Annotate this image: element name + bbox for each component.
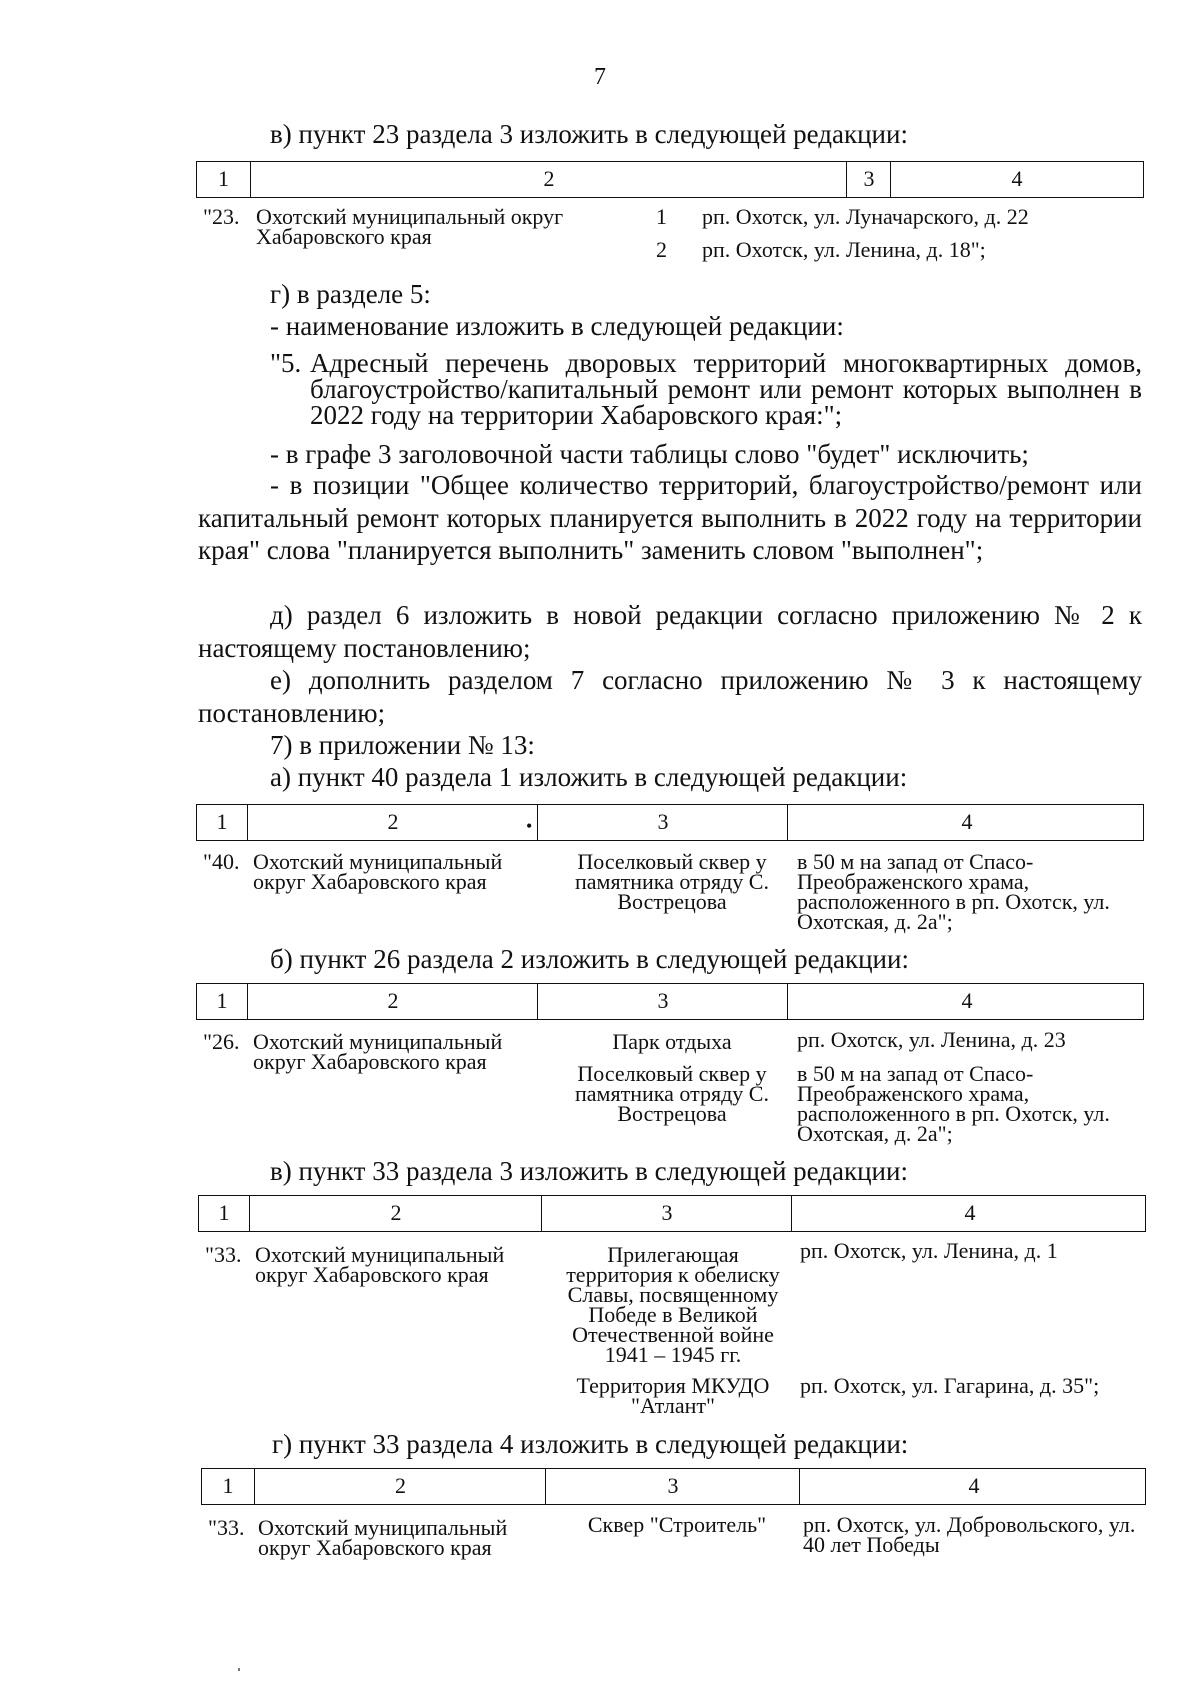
table1-col2: 2 [250,162,847,197]
table1-row2-index: 2 [656,237,667,262]
table4-col2: 2 [249,1196,542,1231]
table3-address1: рп. Охотск, ул. Ленина, д. 23 [797,1027,1066,1052]
table3-col2: 2 [247,984,538,1019]
para-g-quote [270,350,1142,428]
table3-col1: 1 [216,988,228,1013]
table3-col4: 4 [787,984,1146,1019]
table2-name: Охотский муниципальный округ Хабаровского края [253,849,503,894]
table3-object2: Поселковый сквер у памятника отряду С. Вострецова [575,1061,769,1126]
table5-col1: 1 [222,1473,234,1498]
table5-col4: 4 [799,1469,1148,1504]
para-g-quote-body: Адресный перечень дворовых территорий многоквартирных домов, благоустройство/капитальный ремонт или ремонт которых выполнен в 2022 году на территории Хабаровского края:"; [310,348,1142,430]
table1-col1: 1 [218,166,229,191]
table3-col3: 3 [537,984,788,1019]
para-g-33: г) пункт 33 раздела 4 изложить в следующей редакции: [272,1429,909,1459]
table4-object1: Прилегающая территория к обелиску Славы, посвященному Победе в Великой Отечественной войне 1941 – 1945 гг. [566,1242,780,1367]
table5-object: Сквер "Строитель" [587,1512,767,1537]
para-v-33: в) пункт 33 раздела 3 изложить в следующей редакции: [270,1156,908,1186]
table1-header [196,161,1144,198]
table1-row1-address: рп. Охотск, ул. Луначарского, д. 22 [702,204,1029,229]
para-g-position: - в позиции "Общее количество территорий, благоустройство/ремонт или капитальный ремонт которых планируется выполнить в 2022 году на территории края" слова "планируется выполнить" заменить словом "выполнен"; [198,470,1142,565]
table2-num: "40. [203,849,240,874]
table3-header [196,983,1144,1020]
para-app13: 7) в приложении № 13: [270,730,535,760]
table5-name: Охотский муниципальный округ Хабаровского края [258,1515,508,1560]
table1-row2-address: рп. Охотск, ул. Ленина, д. 18"; [702,237,986,262]
page-number: 7 [594,64,606,90]
table2-col1: 1 [216,809,228,834]
scan-mark [238,1668,240,1671]
table5-address: рп. Охотск, ул. Добровольского, ул. 40 лет Победы [803,1512,1136,1557]
para-b-26: б) пункт 26 раздела 2 изложить в следующей редакции: [270,944,909,974]
table2-header [196,804,1144,841]
table2-object: Поселковый сквер у памятника отряду С. Вострецова [575,849,769,914]
table4-col1: 1 [218,1200,230,1225]
table1-name-line2: Хабаровского края [256,224,432,249]
table5-header [201,1468,1146,1505]
table5-col3: 3 [545,1469,800,1504]
table3-object1: Парк отдыха [612,1029,732,1054]
intro-v-23: в) пункт 23 раздела 3 изложить в следующей редакции: [270,119,908,149]
table4-object2: Территория МКУДО "Атлант" [576,1373,770,1418]
table2-col3: 3 [537,805,788,840]
table2-col4: 4 [787,805,1146,840]
table5-col2: 2 [254,1469,546,1504]
table3-name: Охотский муниципальный округ Хабаровского края [253,1029,503,1074]
table1-row1-index: 1 [656,204,667,229]
para-g-col3: - в графе 3 заголовочной части таблицы слово "будет" исключить; [270,439,1029,469]
table4-address1: рп. Охотск, ул. Ленина, д. 1 [800,1238,1058,1263]
table1-col4: 4 [890,162,1143,197]
table4-name: Охотский муниципальный округ Хабаровского края [255,1242,505,1287]
table4-col4: 4 [791,1196,1148,1231]
table1-col3: 3 [846,162,891,197]
para-e-section7: е) дополнить разделом 7 согласно приложению № 3 к настоящему постановлению; [198,665,1142,728]
table2-col2: 2 [247,805,538,840]
table4-header [198,1195,1146,1232]
table3-num: "26. [203,1029,240,1054]
para-g-section5: г) в разделе 5: [270,279,431,309]
para-d-section6: д) раздел 6 изложить в новой редакции согласно приложению № 2 к настоящему постановлению; [198,600,1142,663]
scan-dot: • [526,816,533,836]
table5-num: "33. [208,1515,245,1540]
table4-num: "33. [205,1242,242,1267]
table4-col3: 3 [541,1196,792,1231]
para-a-40: а) пункт 40 раздела 1 изложить в следующей редакции: [270,762,908,792]
para-g-name: - наименование изложить в следующей редакции: [270,311,844,341]
table3-address2: в 50 м на запад от Спасо-Преображенского храма, расположенного в рп. Охотск, ул. Охотская, д. 2а"; [797,1061,1110,1146]
table1-name-line1: Охотский муниципальный округ [256,204,564,229]
table2-address: в 50 м на запад от Спасо-Преображенского храма, расположенного в рп. Охотск, ул. Охотская, д. 2а"; [797,849,1110,934]
para-g-quote-num: "5. [270,348,302,378]
table1-num: "23. [203,204,240,229]
table4-address2: рп. Охотск, ул. Гагарина, д. 35"; [800,1373,1100,1398]
